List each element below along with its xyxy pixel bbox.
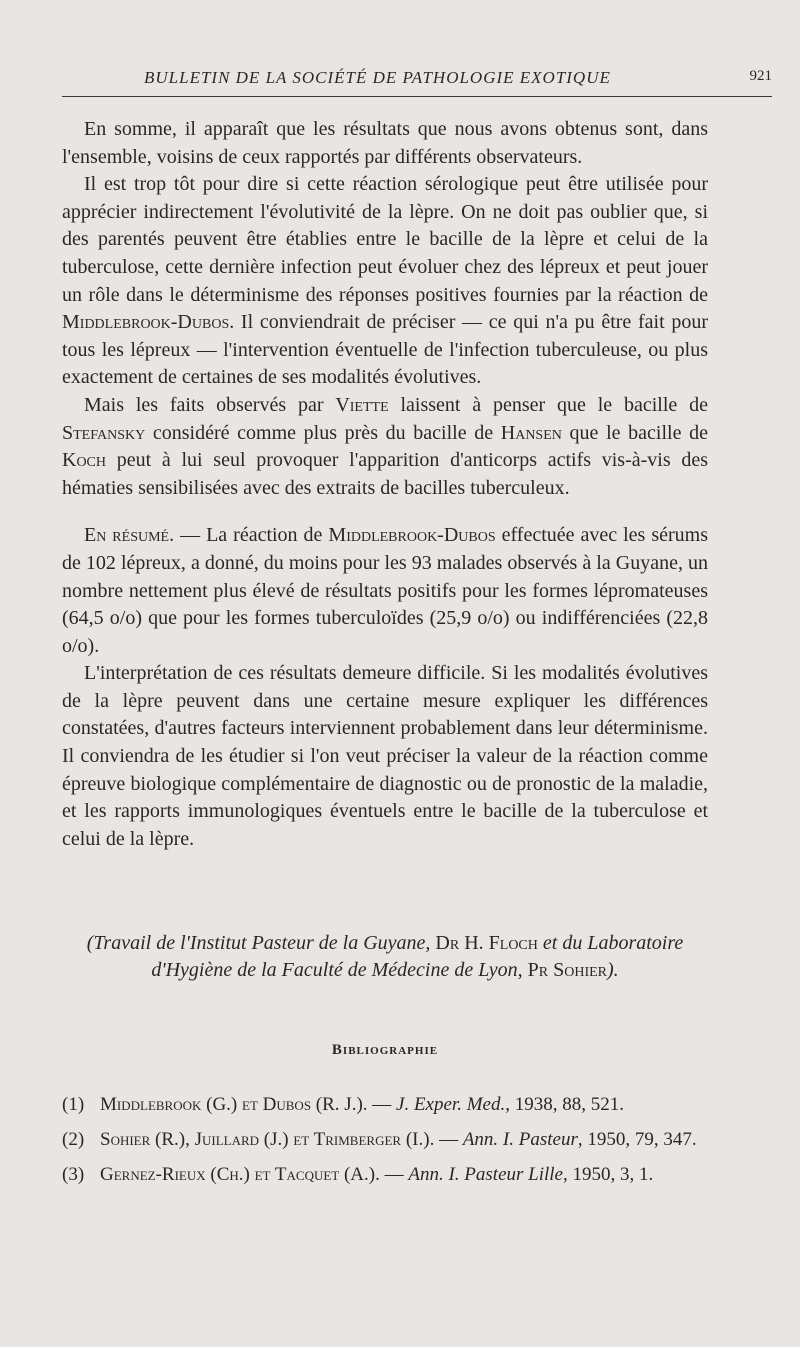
paragraph-summary xyxy=(62,522,708,660)
reference-journal: J. Exper. Med. xyxy=(396,1094,506,1115)
institutional-credit xyxy=(62,930,708,984)
paragraph-3-text-e: peut à lui seul provoquer l'apparition d'anticorps actifs vis-à-vis des hématies sensibilisées avec des extraits de bacilles tuberculeux. xyxy=(62,449,708,499)
paragraph-3-text-d: que le bacille de xyxy=(561,421,708,444)
reference-journal: Ann. I. Pasteur xyxy=(462,1129,578,1150)
credit-text-a: (Travail de l'Institut Pasteur de la Guyane, xyxy=(86,932,436,954)
reference-authors: Gernez-Rieux (Ch.) et Tacquet (A.). — xyxy=(100,1164,409,1185)
credit-author-floch: Dr H. Floch xyxy=(435,932,538,954)
summary-text-b: effectuée avec les sérums de 102 lépreux, a donné, du moins pour les 93 malades observés à la Guyane, un nombre nettement plus élevé de résultats positifs pour les formes lépromateuses (64,5 o/o) que pour les formes tuberculoïdes (25,9 o/o) ou indifférenciées (22,8 o/o). xyxy=(62,524,708,657)
article-body xyxy=(62,116,708,853)
running-title: BULLETIN DE LA SOCIÉTÉ DE PATHOLOGIE EXOTIQUE xyxy=(144,68,611,87)
author-name: Hansen xyxy=(500,421,562,444)
reference-list xyxy=(62,1092,708,1197)
reference-item xyxy=(62,1092,708,1117)
paragraph-3-text-a: Mais les faits observés par xyxy=(84,393,336,416)
header-rule xyxy=(62,96,772,97)
paragraph-2 xyxy=(62,171,708,392)
summary-label: En résumé. xyxy=(84,524,175,547)
reference-number: (1) xyxy=(62,1094,85,1115)
reference-authors: Sohier (R.), Juillard (J.) et Trimberger (I.). — xyxy=(100,1129,463,1150)
reference-journal: Ann. I. Pasteur Lille xyxy=(408,1164,563,1185)
credit-author-sohier: Pr Sohier xyxy=(527,959,607,981)
author-name: Stefansky xyxy=(62,421,146,444)
reference-item xyxy=(62,1162,708,1187)
reference-item xyxy=(62,1127,708,1152)
author-name: Middlebrook-Dubos xyxy=(62,311,230,334)
reference-details: , 1938, 88, 521. xyxy=(505,1094,624,1115)
paragraph-3 xyxy=(62,392,708,502)
author-name: Middlebrook-Dubos xyxy=(328,524,496,547)
author-name: Koch xyxy=(62,449,107,472)
summary-text-a: — La réaction de xyxy=(174,524,329,547)
paragraph-2-text-b: . Il conviendrait de préciser — ce qui n'a pu être fait pour tous les lépreux — l'intervention éventuelle de l'infection tuberculeuse, ou plus exactement de certaines de ses modalités évolutives. xyxy=(62,311,708,389)
paragraph-3-text-c: considéré comme plus près du bacille de xyxy=(145,421,501,444)
credit-text-e: ). xyxy=(607,959,619,981)
paragraph-2-text-a: Il est trop tôt pour dire si cette réaction sérologique peut être utilisée pour apprécier indirectement l'évolutivité de la lèpre. On ne doit pas oublier que, si des parentés peuvent être établies entre le bacille de la lèpre et celui de la tuberculose, cette dernière infection peut évoluer chez des lépreux et peut jouer un rôle dans le déterminisme des réponses positives fournies par la réaction de xyxy=(62,173,708,306)
reference-number: (3) xyxy=(62,1164,85,1185)
bibliography-heading: Bibliographie xyxy=(331,1042,439,1058)
credit-text-c: et du Laboratoire d'Hygiène de la Faculté de Médecine de Lyon, xyxy=(151,932,684,981)
paragraph-1: En somme, il apparaît que les résultats que nous avons obtenus sont, dans l'ensemble, voisins de ceux rapportés par différents observateurs. xyxy=(62,118,708,168)
author-name: Viette xyxy=(335,393,389,416)
paragraph-3-text-b: laissent à penser que le bacille de xyxy=(388,393,708,416)
reference-authors: Middlebrook (G.) et Dubos (R. J.). — xyxy=(100,1094,397,1115)
reference-details: , 1950, 3, 1. xyxy=(563,1164,654,1185)
reference-number: (2) xyxy=(62,1129,85,1150)
running-head xyxy=(62,64,772,94)
paragraph-5: L'interprétation de ces résultats demeure difficile. Si les modalités évolutives de la lèpre peuvent dans une certaine mesure expliquer les différences constatées, d'autres facteurs interviennent probablement dans leur déterminisme. Il conviendra de les étudier si l'on veut préciser la valeur de la réaction comme épreuve biologique complémentaire de diagnostic ou de pronostic de la maladie, et les rapports immunologiques éventuels entre le bacille de la tuberculose et celui de la lèpre. xyxy=(62,662,708,850)
reference-details: , 1950, 79, 347. xyxy=(577,1129,697,1150)
page-number: 921 xyxy=(749,68,772,84)
